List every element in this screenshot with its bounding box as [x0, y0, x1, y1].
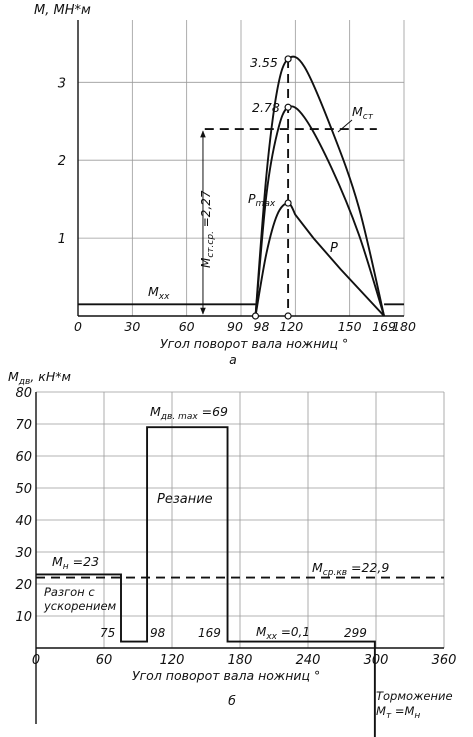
- chart-b-caption: б: [228, 693, 236, 708]
- chart-a-x-tick-6: 150: [337, 319, 362, 334]
- chart-b-x-tick-5: 300: [363, 653, 389, 668]
- chart-b-label-98: 98: [150, 626, 166, 640]
- chart-a-label-p: P: [330, 241, 338, 256]
- chart-b-y-tick-0: 10: [15, 610, 32, 625]
- chart-b-y-tick-5: 60: [15, 450, 32, 465]
- chart-a-label-pmax: $P_{max}$: [248, 191, 276, 209]
- chart-a-x-tick-5: 120: [279, 319, 304, 334]
- chart-b-label-braking: Торможение: [376, 689, 453, 703]
- chart-a-label-mxx: $M_{xx}$: [148, 284, 170, 302]
- chart-a-x-tick-0: 0: [74, 319, 82, 334]
- chart-b-label-299: 299: [344, 626, 367, 640]
- chart-b-y-tick-6: 70: [15, 418, 32, 433]
- chart-a-marker-4: [285, 313, 291, 319]
- chart-a-caption: а: [229, 352, 237, 367]
- chart-b-label-mt: $M_т =M_н$: [376, 704, 421, 721]
- chart-a-marker-1: [285, 104, 291, 110]
- chart-b-y-tick-3: 40: [15, 514, 32, 529]
- chart-b-label-169: 169: [198, 626, 221, 640]
- chart-a-y-tick-1: 2: [57, 154, 66, 170]
- chart-a-series-1: [255, 106, 384, 316]
- chart-b-x-tick-3: 180: [227, 653, 253, 668]
- chart-a-peak-2-78: 2.78: [252, 100, 280, 115]
- chart-b: [8, 369, 456, 737]
- chart-b-y-label: $M_{дв}$, кН*м: [8, 369, 71, 387]
- chart-a-x-tick-4: 98: [253, 319, 270, 334]
- chart-b-label-mavg: $M_{ср.кв} =22,9$: [312, 560, 390, 578]
- chart-a-peak-3-55: 3.55: [250, 55, 278, 70]
- chart-a-label-mst: $M_{ст}$: [352, 104, 373, 122]
- chart-b-label-max: $M_{дв. max} =69$: [150, 404, 229, 422]
- chart-b-y-tick-7: 80: [15, 386, 32, 401]
- chart-a-label-mst-avg: $M_{ст.ср.} =2,27$: [199, 190, 216, 268]
- chart-a-marker-3: [252, 313, 258, 319]
- chart-a-x-tick-2: 60: [178, 319, 195, 334]
- chart-b-label-accel-2: ускорением: [44, 599, 117, 613]
- chart-b-label-mn: $M_н =23$: [52, 554, 100, 572]
- chart-a-grid: [78, 20, 404, 316]
- chart-a-y-ticks: [58, 76, 66, 247]
- chart-b-y-tick-1: 20: [15, 578, 32, 593]
- chart-a-x-tick-1: 30: [124, 319, 141, 334]
- chart-b-x-ticks: [32, 653, 457, 668]
- chart-b-label-accel-1: Разгон с: [44, 585, 95, 599]
- chart-a-series-0: [255, 57, 384, 316]
- chart-a-series-2: [255, 203, 384, 316]
- chart-a-marker-0: [285, 56, 291, 62]
- chart-a-marker-2: [285, 200, 291, 206]
- chart-b-x-tick-0: 0: [31, 653, 41, 668]
- chart-b-x-tick-1: 60: [95, 653, 113, 668]
- chart-a-y-tick-0: 1: [57, 232, 66, 248]
- chart-b-y-ticks: [15, 386, 32, 625]
- chart-b-label-cutting: Резание: [157, 492, 213, 507]
- chart-a-y-label: M, МН*м: [34, 3, 91, 18]
- chart-b-x-tick-4: 240: [295, 653, 321, 668]
- chart-b-label-75: 75: [100, 626, 116, 640]
- chart-a: [34, 3, 416, 367]
- chart-b-x-tick-2: 120: [159, 653, 185, 668]
- chart-a-x-tick-8: 180: [392, 319, 416, 334]
- chart-a-x-tick-7: 169: [372, 319, 397, 334]
- chart-a-x-tick-3: 90: [227, 319, 243, 334]
- chart-b-y-tick-2: 30: [15, 546, 32, 561]
- chart-a-y-tick-2: 3: [57, 76, 66, 92]
- chart-a-x-label: Угол поворот вала ножниц °: [160, 336, 349, 351]
- chart-b-label-mxx: $M_{xx} =0,1$: [256, 625, 310, 642]
- chart-b-x-label: Угол поворот вала ножниц °: [132, 668, 321, 683]
- chart-a-x-ticks: [74, 319, 416, 334]
- chart-b-x-tick-6: 360: [431, 653, 457, 668]
- chart-b-y-tick-4: 50: [15, 482, 32, 497]
